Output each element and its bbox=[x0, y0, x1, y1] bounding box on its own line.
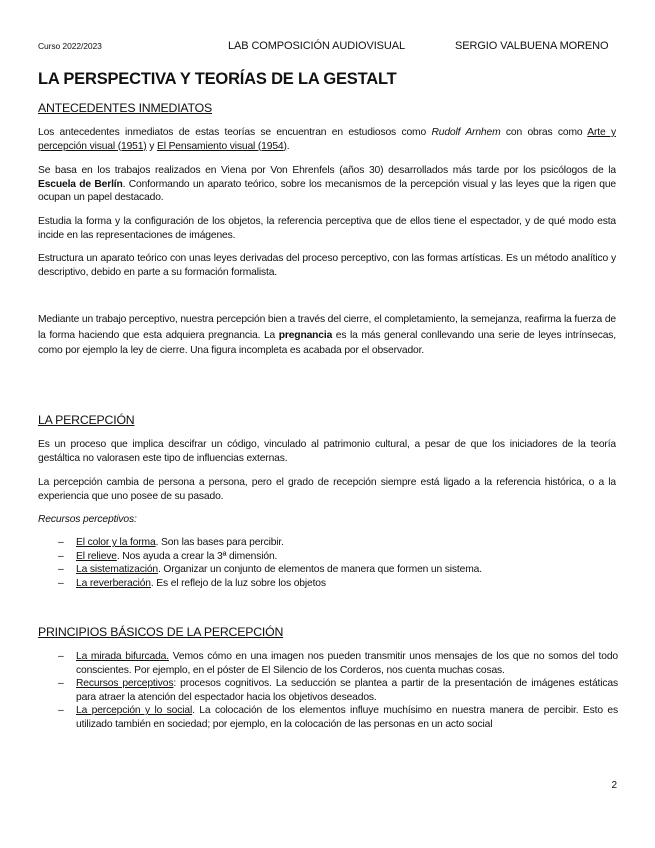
list-item: – Recursos perceptivos: procesos cognitivos. La seducción se plantea a partir de la presentación de imágenes estáticas para atraer la atención del espectador hacia los objetivos deseados. bbox=[58, 678, 618, 703]
book-title-1: Arte y percepción visual (1951) bbox=[38, 127, 616, 152]
list-item: – El relieve. Nos ayuda a crear la 3ª dimensión. bbox=[58, 550, 278, 562]
list-item: – La reverberación. Es el reflejo de la luz sobre los objetos bbox=[58, 577, 326, 589]
author-name: Rudolf Arnhem bbox=[431, 127, 501, 138]
list-item: – La percepción y lo social. La colocación de los elementos influye muchísimo en nuestra manera de percibir. Esto es utilizado también en sociedad; por ejemplo, en la colocación de las personas en un acto social bbox=[58, 705, 618, 730]
paragraph-percepcion-1: Es un proceso que implica descifrar un código, vinculado al patrimonio cultural, a pesar de que los iniciadores de la teoría gestáltica no valorasen este tipo de influencias externas. bbox=[38, 439, 616, 464]
list-item: – El color y la forma. Son las bases para percibir. bbox=[58, 537, 284, 548]
header-author: SERGIO VALBUENA MORENO bbox=[455, 40, 609, 52]
page-number: 2 bbox=[611, 780, 617, 791]
book-title-2: El Pensamiento visual (1954) bbox=[157, 140, 287, 152]
section-heading-principios: PRINCIPIOS BÁSICOS DE LA PERCEPCIÓN bbox=[38, 625, 284, 639]
header-subject: LAB COMPOSICIÓN AUDIOVISUAL bbox=[228, 40, 406, 52]
list-item: – La sistematización. Organizar un conjunto de elementos de manera que formen un sistema. bbox=[58, 564, 482, 576]
bold-term: pregnancia bbox=[278, 329, 333, 341]
paragraph-antecedentes-5: Mediante un trabajo perceptivo, nuestra percepción bien a través del cierre, el completamiento, la semejanza, reafirma la fuerza de la forma haciendo que esta adquiera pregnancia. La pregnancia es la más general conllevando una serie de leyes intrínsecas, como por ejemplo la ley de cierre. Una figura incompleta es acabada por el observador. bbox=[38, 314, 616, 356]
bold-term: Escuela de Berlín bbox=[38, 178, 123, 190]
principles-list bbox=[38, 650, 618, 732]
list-item: – La mirada bifurcada. Vemos cómo en una imagen nos pueden transmitir unos mensajes de los que no somos del todo conscientes. Por ejemplo, en el póster de El Silencio de los Corderos, nos cuenta muchas cosas. bbox=[58, 651, 618, 676]
paragraph-percepcion-2: La percepción cambia de persona a persona, pero el grado de recepción siempre está ligado a la referencia histórica, o a la experiencia que uno posee de su pasado. bbox=[38, 477, 616, 502]
header-course: Curso 2022/2023 bbox=[38, 41, 102, 51]
resources-label: Recursos perceptivos: bbox=[38, 514, 137, 525]
section-heading-percepcion: LA PERCEPCIÓN bbox=[38, 413, 135, 427]
section-heading-antecedentes: ANTECEDENTES INMEDIATOS bbox=[38, 101, 212, 115]
paragraph-antecedentes-4: Estructura un aparato teórico con unas leyes derivadas del proceso perceptivo, con las formas artísticas. Es un método analítico y descriptivo, debido en parte a su formación formalista. bbox=[38, 253, 616, 278]
resources-list bbox=[38, 536, 618, 590]
page-title: LA PERSPECTIVA Y TEORÍAS DE LA GESTALT bbox=[38, 70, 397, 88]
paragraph-antecedentes-2: Se basa en los trabajos realizados en Viena por Von Ehrenfels (años 30) desarrollados más tarde por los psicólogos de la Escuela de Berlín. Conformando un aparato teórico, sobre los mecanismos de la percepción visual y las leyes que la rigen que ocupan un papel destacado. bbox=[38, 165, 617, 204]
paragraph-antecedentes-1: Los antecedentes inmediatos de estas teorías se encuentran en estudiosos como Rudolf Arnhem con obras como Arte y percepción visual (1951) y El Pensamiento visual (1954). bbox=[38, 127, 616, 152]
paragraph-antecedentes-3: Estudia la forma y la configuración de los objetos, la referencia perceptiva que de ellos tiene el espectador, y de qué modo esta incide en las representaciones de imágenes. bbox=[38, 216, 616, 241]
